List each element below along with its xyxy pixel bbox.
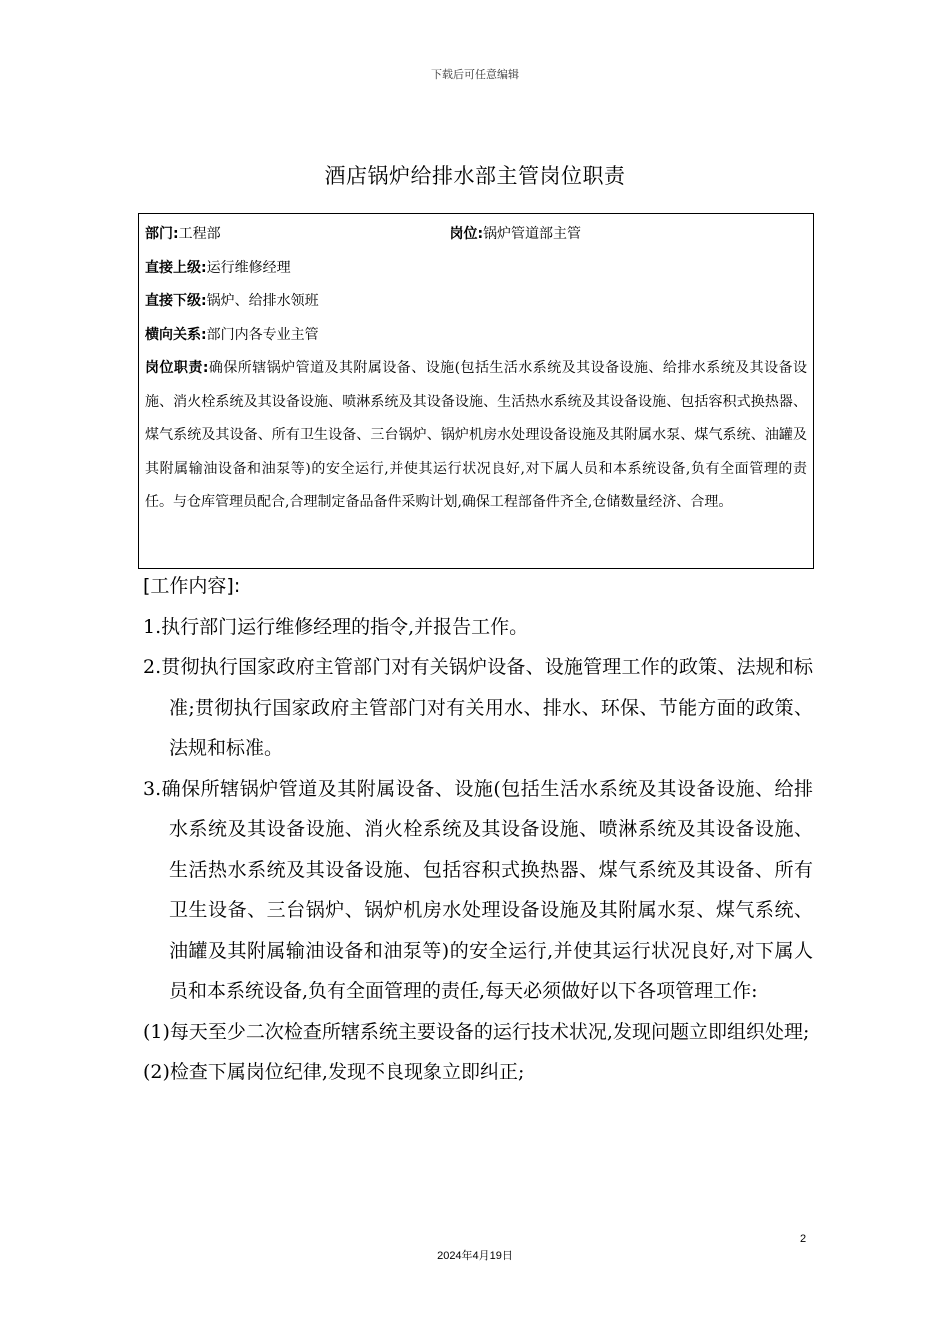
superior-value: 运行维修经理 [206, 259, 291, 276]
header-note: 下载后可任意编辑 [431, 68, 519, 81]
subordinate-label: 直接下级: [145, 293, 207, 309]
department-label: 部门: [145, 226, 179, 242]
work-sub-item-1: (1)每天至少二次检查所辖系统主要设备的运行技术状况,发现问题立即组织处理; [143, 1020, 810, 1043]
duties-label: 岗位职责: [145, 360, 209, 376]
position-label: 岗位: [449, 226, 484, 242]
subordinate-value: 锅炉、给排水领班 [206, 293, 319, 309]
duties-paragraph [145, 352, 807, 520]
superior-label: 直接上级: [145, 259, 207, 276]
work-sub-item-2: (2)检查下属岗位纪律,发现不良现象立即纠正; [143, 1061, 525, 1083]
position-value: 锅炉管道部主管 [483, 226, 582, 242]
superior-row [145, 252, 807, 286]
job-info-box [138, 213, 814, 569]
lateral-row [145, 319, 807, 353]
department-value: 工程部 [178, 226, 221, 242]
lateral-label: 横向关系: [145, 326, 207, 343]
work-content-section [143, 566, 813, 1093]
work-item-1: 1.执行部门运行维修经理的指令,并报告工作。 [143, 615, 529, 638]
department-row [145, 218, 807, 252]
lateral-value: 部门内各专业主管 [206, 326, 319, 343]
subordinate-row [145, 285, 807, 319]
page-title: 酒店锅炉给排水部主管岗位职责 [324, 164, 626, 188]
page-number: 2 [800, 1233, 807, 1245]
work-content-heading: [工作内容]: [143, 575, 241, 597]
footer-date: 2024年4月19日 [437, 1250, 513, 1262]
duties-value: 确保所辖锅炉管道及其附属设备、设施(包括生活水系统及其设备设施、给排水系统及其设备设施、消火栓系统及其设备设施、喷淋系统及其设备设施、生活热水系统及其设备设施、包括容积式换热器、煤气系统及其设备、所有卫生设备、三台锅炉、锅炉机房水处理设备设施及其附属水泵、煤气系统、油罐及其附属输油设备和油泵等)的安全运行,并使其运行状况良好,对下属人员和本系统设备,负有全面管理的责任。与仓库管理员配合,合理制定备品备件采购计划,确保工程部备件齐全,仓储数量经济、合理。 [145, 360, 807, 510]
work-item-2: 2.贯彻执行国家政府主管部门对有关锅炉设备、设施管理工作的政策、法规和标准;贯彻执行国家政府主管部门对有关用水、排水、环保、节能方面的政策、法规和标准。 [143, 656, 813, 759]
work-item-3: 3.确保所辖锅炉管道及其附属设备、设施(包括生活水系统及其设备设施、给排水系统及其设备设施、消火栓系统及其设备设施、喷淋系统及其设备设施、生活热水系统及其设备设施、包括容积式换热器、煤气系统及其设备、所有卫生设备、三台锅炉、锅炉机房水处理设备设施及其附属水泵、煤气系统、油罐及其附属输油设备和油泵等)的安全运行,并使其运行状况良好,对下属人员和本系统设备,负有全面管理的责任,每天必须做好以下各项管理工作: [143, 777, 813, 1002]
